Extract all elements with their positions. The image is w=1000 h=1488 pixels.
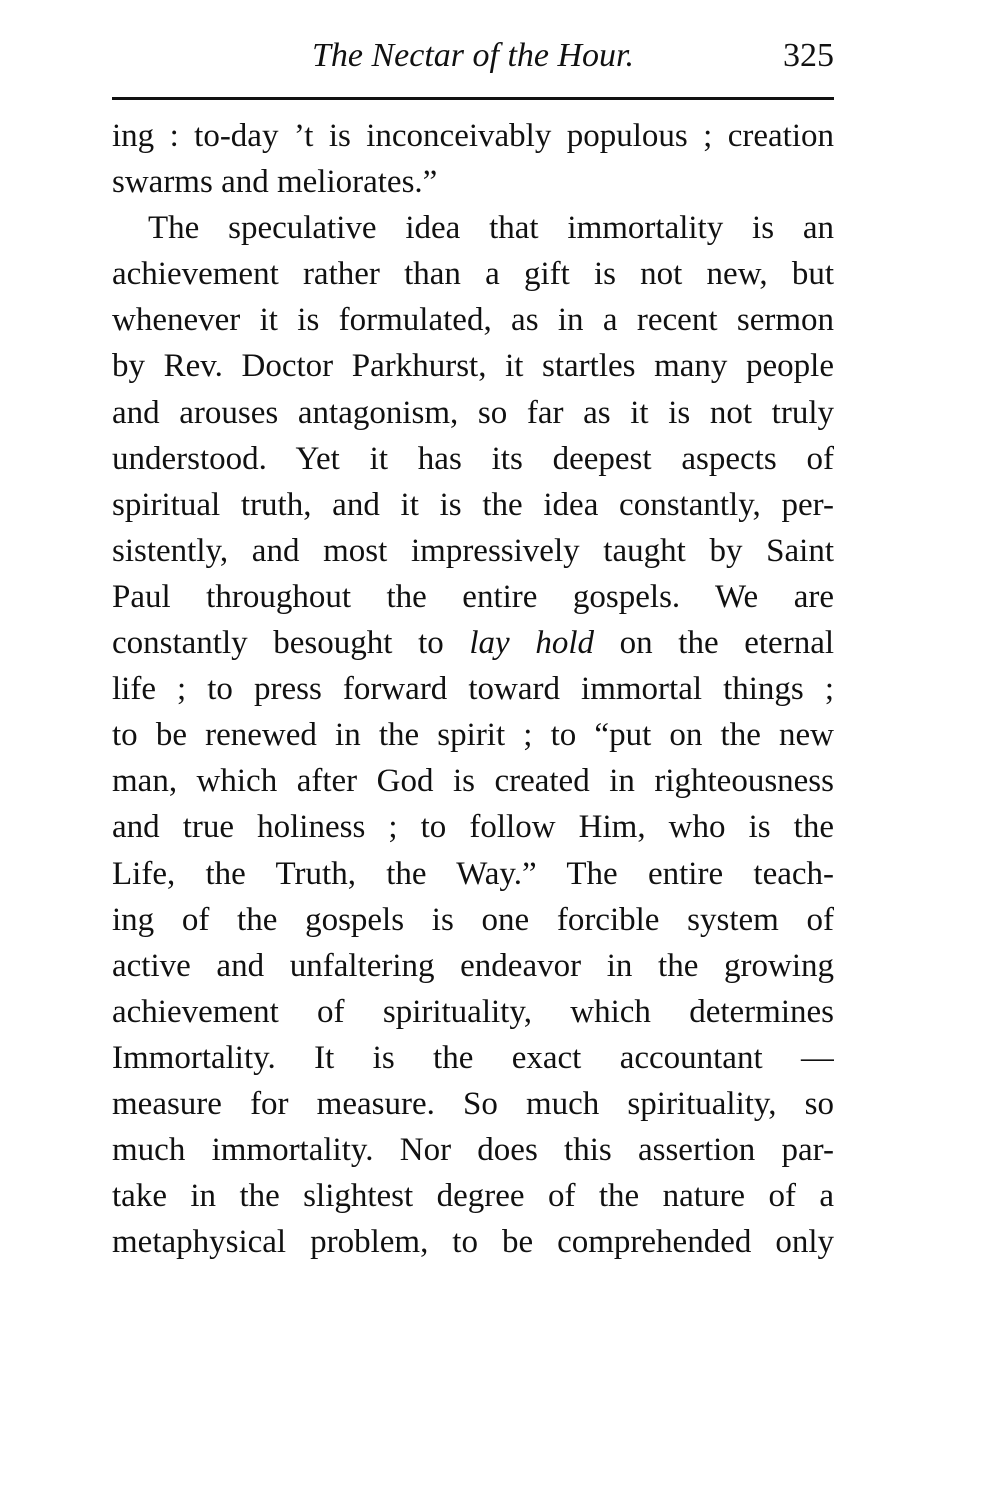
text-line: sistently, and most impressively taught by Saint	[112, 532, 834, 569]
text-line: Immortality. It is the exact accountant —	[112, 1039, 834, 1076]
text-line: ing : to-day ’t is inconceivably populous ; creation	[112, 118, 834, 154]
text-segment: on the eternal	[594, 625, 834, 662]
text-line: and arouses antagonism, so far as it is not truly	[112, 394, 834, 431]
text-line: achievement of spirituality, which determines	[112, 993, 834, 1030]
text-line: ing of the gospels is one forcible system of	[112, 901, 834, 938]
text-line: spiritual truth, and it is the idea constantly, per-	[112, 486, 834, 523]
text-line: man, which after God is created in righteousness	[112, 763, 834, 800]
text-line: metaphysical problem, to be comprehended only	[112, 1224, 834, 1261]
header-rule	[112, 97, 834, 100]
text-line: The speculative idea that immortality is an	[148, 210, 834, 247]
text-line: Paul throughout the entire gospels. We are	[112, 578, 834, 615]
text-line: by Rev. Doctor Parkhurst, it startles many people	[112, 348, 834, 385]
text-line: and true holiness ; to follow Him, who is the	[112, 809, 834, 846]
text-line: active and unfaltering endeavor in the growing	[112, 947, 834, 984]
text-line: swarms and meliorates.”	[112, 164, 438, 201]
page-number: 325	[783, 37, 834, 74]
text-line: measure for measure. So much spirituality, so	[112, 1085, 834, 1122]
body-text	[112, 113, 834, 1265]
text-line: life ; to press forward toward immortal things ;	[112, 671, 834, 708]
text-segment: constantly besought to	[112, 625, 470, 662]
running-head	[112, 36, 834, 84]
text-line: understood. Yet it has its deepest aspects of	[112, 440, 834, 477]
text-line: whenever it is formulated, as in a recent sermon	[112, 302, 834, 339]
text-line: take in the slightest degree of the nature of a	[112, 1178, 834, 1215]
text-line: much immortality. Nor does this assertion par-	[112, 1132, 834, 1169]
emphasized-text: lay hold	[469, 625, 595, 662]
text-line: to be renewed in the spirit ; to “put on the new	[112, 717, 834, 754]
running-title: The Nectar of the Hour.	[311, 37, 635, 74]
text-line-with-emphasis	[112, 620, 834, 666]
text-line: Life, the Truth, the Way.” The entire teach-	[112, 855, 834, 892]
text-line: achievement rather than a gift is not new, but	[112, 256, 834, 293]
